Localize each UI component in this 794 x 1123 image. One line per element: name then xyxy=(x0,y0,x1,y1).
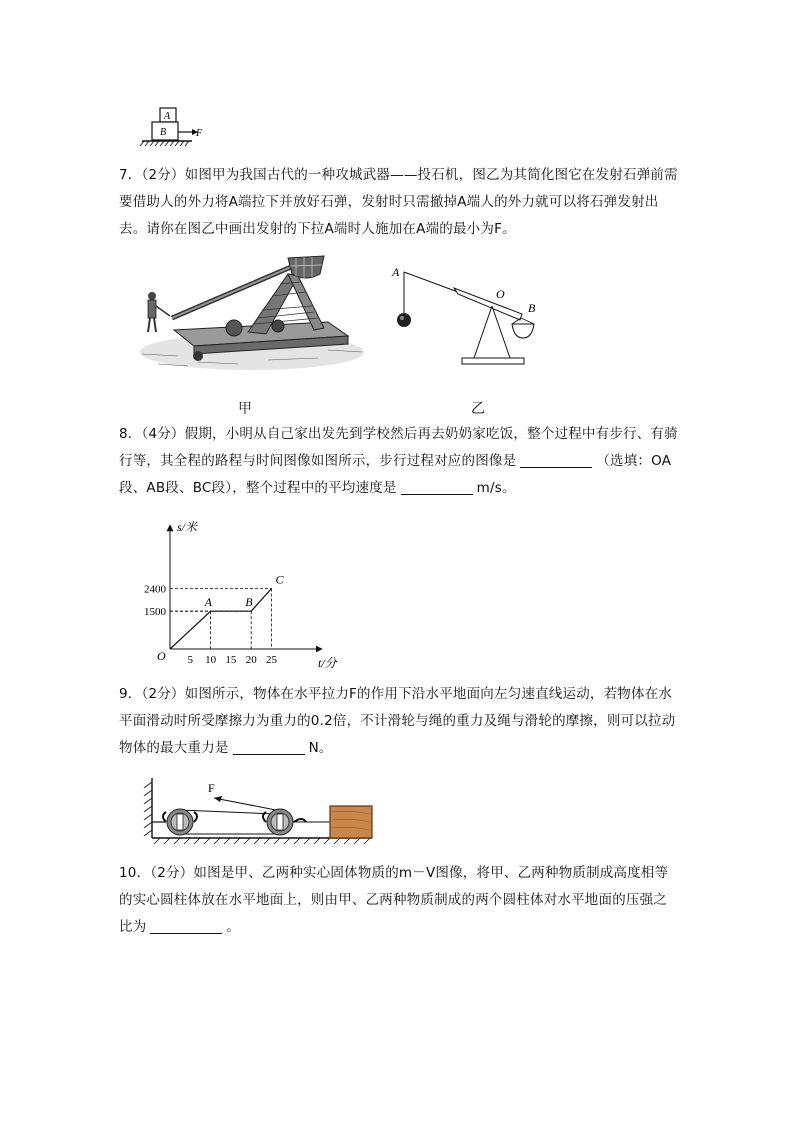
answer-blank-9[interactable] xyxy=(233,740,305,755)
question-8-part-1: 8．（4分）假期，小明从自己家出发先到学校然后再去奶奶家吃饭，整个过程中有步行、有骑行等，其全程的路程与时间图像如图所示，步行过程对应的图像是 xyxy=(119,426,678,469)
lever-diagram xyxy=(388,262,548,370)
caption-jia: 甲 xyxy=(238,401,252,417)
lever-point-a-label: A xyxy=(392,265,400,279)
answer-blank-8a[interactable] xyxy=(520,453,592,468)
question-8-part-2: （选填：OA段、AB段、BC段），整个过程中的平均速度是 xyxy=(119,453,672,496)
lever-point-o-label: O xyxy=(496,287,505,301)
x-tick-15: 15 xyxy=(225,654,237,666)
question-7-text: 7．（2分）如图甲为我国古代的一种攻城武器——投石机，图乙为其简化图它在发射石弹前需要借助人的外力将A端拉下并放好石弹，发射时只需撤掉A端人的外力就可以将石弹发射出去。请你在图乙中画出发射的下拉A端时人施加在A端的最小为F。 xyxy=(119,167,678,237)
force-f-label: F xyxy=(196,128,203,139)
question-9-text xyxy=(119,681,679,762)
x-tick-25: 25 xyxy=(266,654,277,666)
x-tick-20: 20 xyxy=(245,654,257,666)
point-label-B: B xyxy=(245,595,253,610)
segment-BC xyxy=(251,589,271,612)
x-tick-5: 5 xyxy=(187,654,194,666)
caption-yi: 乙 xyxy=(471,401,485,417)
answer-blank-10[interactable] xyxy=(150,919,222,934)
lever-point-b-label: B xyxy=(528,301,536,315)
block-a-label: A xyxy=(164,111,171,122)
origin-label: O xyxy=(157,649,166,663)
question-10-part-2: 。 xyxy=(226,919,241,935)
question-10-part-1: 10．（2分）如图是甲、乙两种实心固体物质的m－V图像，将甲、乙两种物质制成高度相等的实心圆柱体放在水平地面上，则由甲、乙两种物质制成的两个圆柱体对水平地面的压强之比为 xyxy=(119,865,669,935)
y-tick-2400: 2400 xyxy=(144,583,166,596)
segment-OA xyxy=(170,611,211,649)
question-9-part-2: N。 xyxy=(308,740,333,756)
question-8-text xyxy=(119,421,679,502)
y-tick-1500: 1500 xyxy=(144,606,166,619)
answer-blank-8b[interactable] xyxy=(401,480,473,495)
question-10-text xyxy=(119,860,679,941)
distance-time-chart xyxy=(135,518,355,674)
x-axis-label: t/分 xyxy=(318,656,337,670)
block-ab-figure xyxy=(138,104,208,150)
block-b-label: B xyxy=(160,127,167,138)
y-axis-label: s/米 xyxy=(177,520,198,534)
x-tick-10: 10 xyxy=(205,654,217,666)
pulley-force-label: F xyxy=(208,781,215,795)
question-9-part-1: 9．（2分）如图所示，物体在水平拉力F的作用下沿水平地面向左匀速直线运动，若物体在水平面滑动时所受摩擦力为重力的0.2倍，不计滑轮与绳的重力及绳与滑轮的摩擦，则可以拉动物体的最大重力是 xyxy=(119,686,676,756)
question-8-part-3: m/s。 xyxy=(476,480,516,496)
pulley-system-figure xyxy=(140,776,376,848)
point-label-C: C xyxy=(275,572,284,587)
point-label-A: A xyxy=(204,595,212,610)
catapult-illustration xyxy=(138,252,366,374)
